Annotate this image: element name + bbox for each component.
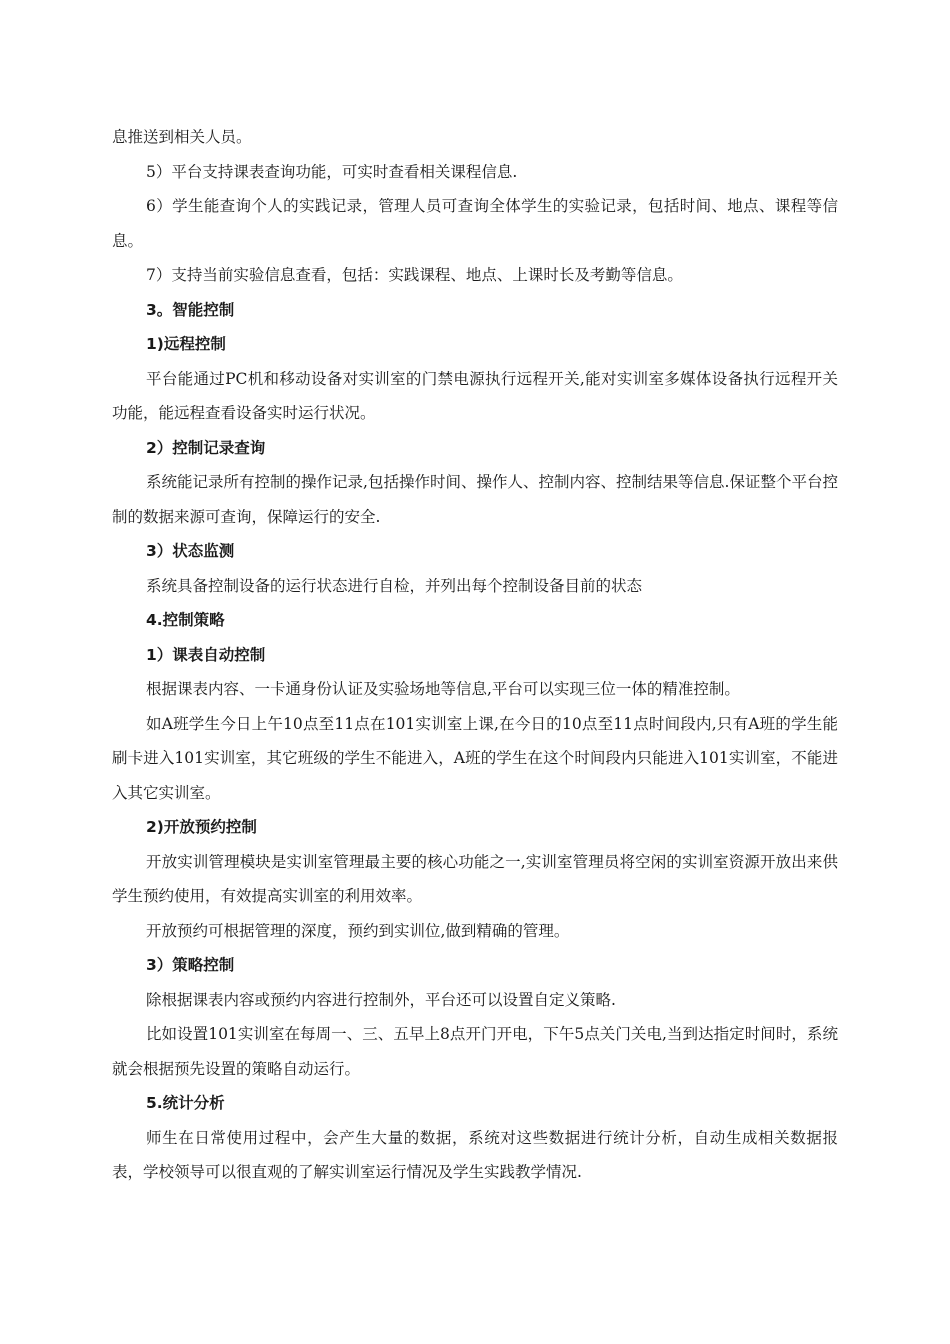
section-heading: 4.控制策略 xyxy=(146,611,225,629)
paragraph: 除根据课表内容或预约内容进行控制外，平台还可以设置自定义策略. xyxy=(146,990,616,1009)
paragraph: 系统具备控制设备的运行状态进行自检，并列出每个控制设备目前的状态 xyxy=(146,576,643,595)
paragraph: 根据课表内容、一卡通身份认证及实验场地等信息,平台可以实现三位一体的精准控制。 xyxy=(146,680,740,698)
subsection-heading: 1）课表自动控制 xyxy=(146,645,266,664)
subsection-heading: 2)开放预约控制 xyxy=(146,818,257,836)
subsection-heading: 3）策略控制 xyxy=(146,956,235,974)
paragraph: 平台能通过PC机和移动设备对实训室的门禁电源执行远程开关,能对实训室多媒体设备执行远程开关功能，能远程查看设备实时运行状况。 xyxy=(112,369,838,422)
paragraph: 7）支持当前实验信息查看，包括：实践课程、地点、上课时长及考勤等信息。 xyxy=(146,266,683,284)
paragraph: 息推送到相关人员。 xyxy=(112,128,252,146)
section-heading: 5.统计分析 xyxy=(146,1094,225,1112)
paragraph: 开放实训管理模块是实训室管理最主要的核心功能之一,实训室管理员将空闲的实训室资源开放出来供学生预约使用，有效提高实训室的利用效率。 xyxy=(112,852,838,905)
document-body xyxy=(112,120,838,1190)
paragraph: 比如设置101实训室在每周一、三、五早上8点开门开电，下午5点关门关电,当到达指定时间时，系统就会根据预先设置的策略自动运行。 xyxy=(112,1025,838,1078)
paragraph: 系统能记录所有控制的操作记录,包括操作时间、操作人、控制内容、控制结果等信息.保证整个平台控制的数据来源可查询，保障运行的安全. xyxy=(112,473,838,526)
paragraph: 6）学生能查询个人的实践记录，管理人员可查询全体学生的实验记录，包括时间、地点、课程等信息。 xyxy=(112,197,838,250)
paragraph: 如A班学生今日上午10点至11点在101实训室上课,在今日的10点至11点时间段内,只有A班的学生能刷卡进入101实训室，其它班级的学生不能进入，A班的学生在这个时间段内只能进入101实训室，不能进入其它实训室。 xyxy=(112,714,838,802)
subsection-heading: 2）控制记录查询 xyxy=(146,438,266,457)
section-heading: 3。智能控制 xyxy=(146,300,235,319)
paragraph: 5）平台支持课表查询功能，可实时查看相关课程信息. xyxy=(146,162,518,181)
subsection-heading: 3）状态监测 xyxy=(146,542,235,560)
subsection-heading: 1)远程控制 xyxy=(146,335,226,353)
paragraph: 师生在日常使用过程中，会产生大量的数据，系统对这些数据进行统计分析，自动生成相关数据报表，学校领导可以很直观的了解实训室运行情况及学生实践教学情况. xyxy=(112,1128,838,1181)
paragraph: 开放预约可根据管理的深度，预约到实训位,做到精确的管理。 xyxy=(146,921,570,940)
